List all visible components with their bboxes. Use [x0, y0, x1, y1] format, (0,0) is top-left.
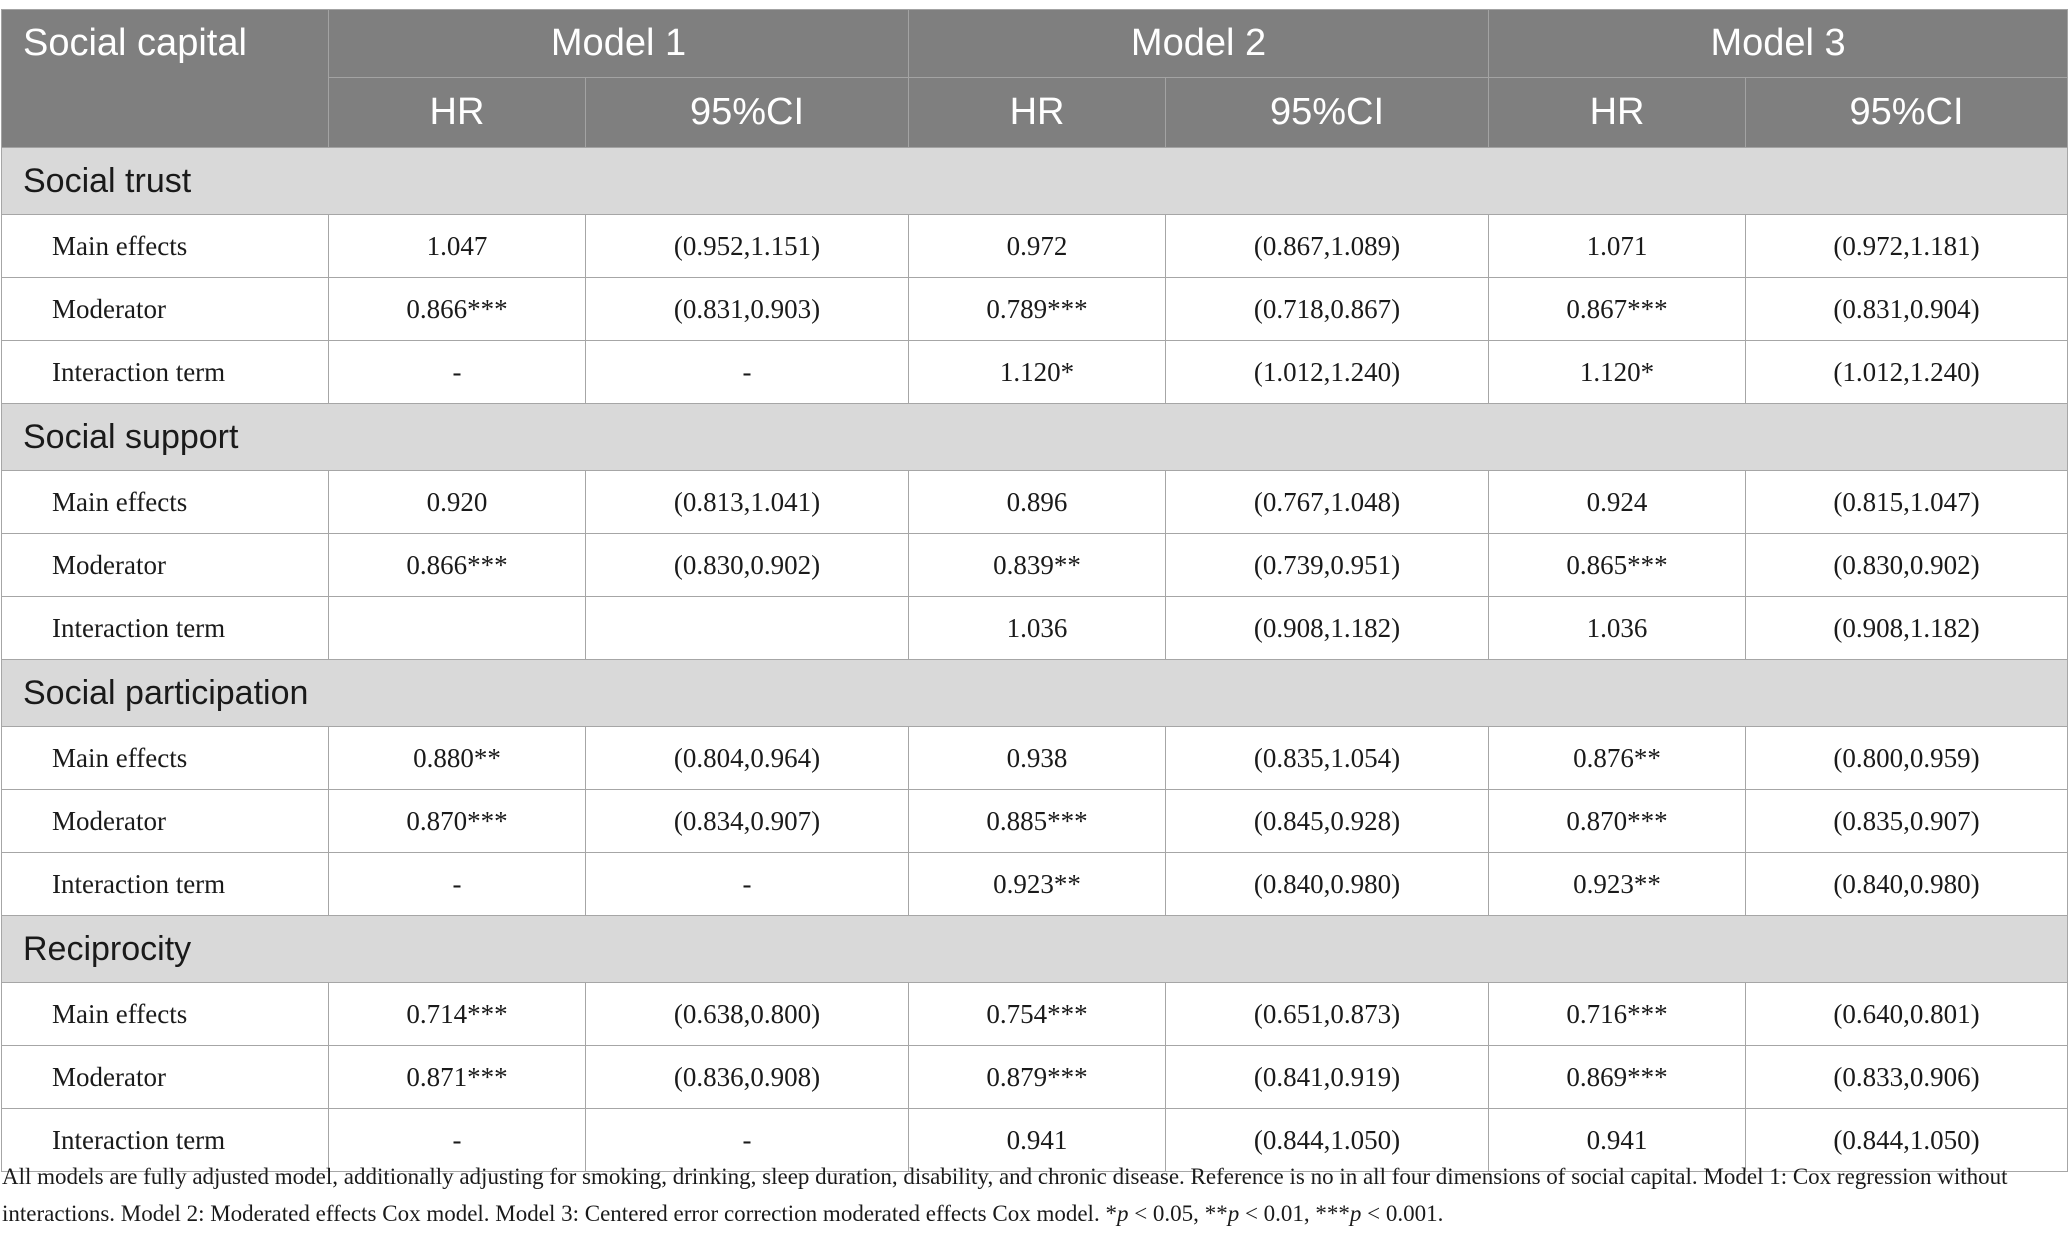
hr-model-1: - — [329, 1109, 586, 1172]
ci-model-3: (0.830,0.902) — [1746, 534, 2068, 597]
ci-model-1: (0.830,0.902) — [586, 534, 909, 597]
results-table — [1, 9, 2068, 1172]
ci-model-1: (0.834,0.907) — [586, 790, 909, 853]
header-hr-model-2: HR — [909, 78, 1166, 148]
section-row — [2, 148, 2068, 215]
row-label: Interaction term — [2, 341, 329, 404]
hr-model-1: 0.714*** — [329, 983, 586, 1046]
table-row — [2, 1046, 2068, 1109]
ci-model-2: (0.908,1.182) — [1166, 597, 1489, 660]
row-label: Main effects — [2, 727, 329, 790]
table-footnote — [2, 1158, 2064, 1232]
hr-model-1: 0.870*** — [329, 790, 586, 853]
ci-model-2: (0.840,0.980) — [1166, 853, 1489, 916]
significance-legend-item — [1205, 1201, 1310, 1226]
ci-model-1: (0.804,0.964) — [586, 727, 909, 790]
row-label: Interaction term — [2, 597, 329, 660]
table-row — [2, 278, 2068, 341]
section-row — [2, 404, 2068, 471]
ci-model-3: (0.835,0.907) — [1746, 790, 2068, 853]
hr-model-3: 1.120* — [1489, 341, 1746, 404]
row-label: Interaction term — [2, 853, 329, 916]
table-row — [2, 727, 2068, 790]
ci-model-1: (0.831,0.903) — [586, 278, 909, 341]
ci-model-2: (1.012,1.240) — [1166, 341, 1489, 404]
hr-model-2: 0.923** — [909, 853, 1166, 916]
hr-model-1: 0.871*** — [329, 1046, 586, 1109]
ci-model-2: (0.844,1.050) — [1166, 1109, 1489, 1172]
ci-model-3: (0.833,0.906) — [1746, 1046, 2068, 1109]
significance-legend-item — [1105, 1201, 1198, 1226]
ci-model-3: (0.831,0.904) — [1746, 278, 2068, 341]
ci-model-3: (1.012,1.240) — [1746, 341, 2068, 404]
row-label: Main effects — [2, 983, 329, 1046]
ci-model-2: (0.845,0.928) — [1166, 790, 1489, 853]
significance-threshold: < 0.001. — [1361, 1201, 1444, 1226]
hr-model-1: - — [329, 341, 586, 404]
significance-variable: p — [1227, 1201, 1240, 1226]
hr-model-1 — [329, 597, 586, 660]
ci-model-2: (0.835,1.054) — [1166, 727, 1489, 790]
hr-model-2: 0.839** — [909, 534, 1166, 597]
ci-model-2: (0.841,0.919) — [1166, 1046, 1489, 1109]
ci-model-1: - — [586, 341, 909, 404]
hr-model-2: 0.941 — [909, 1109, 1166, 1172]
hr-model-2: 0.789*** — [909, 278, 1166, 341]
ci-model-2: (0.867,1.089) — [1166, 215, 1489, 278]
ci-model-3: (0.800,0.959) — [1746, 727, 2068, 790]
hr-model-3: 0.865*** — [1489, 534, 1746, 597]
hr-model-2: 1.120* — [909, 341, 1166, 404]
ci-model-3: (0.840,0.980) — [1746, 853, 2068, 916]
section-row — [2, 660, 2068, 727]
hr-model-3: 0.923** — [1489, 853, 1746, 916]
header-ci-model-2: 95%CI — [1166, 78, 1489, 148]
significance-stars: *** — [1315, 1201, 1350, 1226]
row-label: Moderator — [2, 278, 329, 341]
ci-model-1: (0.813,1.041) — [586, 471, 909, 534]
footnote-text: All models are fully adjusted model, additionally adjusting for smoking, drinking, sleep duration, disability, and chronic disease. Reference is no in all four dimensions of social capital. Model 1: Cox regression without interactions. Model 2: Moderated effects Cox model. Model 3: Centered error correction moderated effects Cox model. — [2, 1164, 2008, 1226]
row-label: Moderator — [2, 1046, 329, 1109]
table-row — [2, 983, 2068, 1046]
hr-model-3: 0.876** — [1489, 727, 1746, 790]
header-model-3: Model 3 — [1489, 10, 2068, 78]
header-ci-model-1: 95%CI — [586, 78, 909, 148]
hr-model-3: 1.036 — [1489, 597, 1746, 660]
ci-model-1: (0.638,0.800) — [586, 983, 909, 1046]
hr-model-3: 1.071 — [1489, 215, 1746, 278]
table-row — [2, 341, 2068, 404]
ci-model-3: (0.815,1.047) — [1746, 471, 2068, 534]
ci-model-2: (0.651,0.873) — [1166, 983, 1489, 1046]
significance-threshold: < 0.05, — [1128, 1201, 1199, 1226]
row-label: Moderator — [2, 790, 329, 853]
ci-model-3: (0.844,1.050) — [1746, 1109, 2068, 1172]
ci-model-1: - — [586, 853, 909, 916]
ci-model-1 — [586, 597, 909, 660]
hr-model-3: 0.867*** — [1489, 278, 1746, 341]
hr-model-2: 1.036 — [909, 597, 1166, 660]
header-social-capital: Social capital — [2, 10, 329, 148]
table-row — [2, 790, 2068, 853]
hr-model-1: 1.047 — [329, 215, 586, 278]
header-model-2: Model 2 — [909, 10, 1489, 78]
significance-variable: p — [1349, 1201, 1362, 1226]
section-title-reciprocity: Reciprocity — [2, 916, 2068, 983]
section-title-social-support: Social support — [2, 404, 2068, 471]
hr-model-3: 0.941 — [1489, 1109, 1746, 1172]
ci-model-2: (0.739,0.951) — [1166, 534, 1489, 597]
hr-model-3: 0.870*** — [1489, 790, 1746, 853]
table-row — [2, 471, 2068, 534]
table-row — [2, 215, 2068, 278]
ci-model-3: (0.972,1.181) — [1746, 215, 2068, 278]
table-row — [2, 534, 2068, 597]
header-row-models — [2, 10, 2068, 78]
significance-legend-item — [1315, 1201, 1443, 1226]
significance-stars: * — [1105, 1201, 1117, 1226]
section-row — [2, 916, 2068, 983]
hr-model-2: 0.938 — [909, 727, 1166, 790]
row-label: Interaction term — [2, 1109, 329, 1172]
ci-model-3: (0.640,0.801) — [1746, 983, 2068, 1046]
hr-model-1: 0.920 — [329, 471, 586, 534]
row-label: Main effects — [2, 215, 329, 278]
header-hr-model-3: HR — [1489, 78, 1746, 148]
hr-model-1: 0.866*** — [329, 278, 586, 341]
significance-variable: p — [1116, 1201, 1129, 1226]
ci-model-1: (0.952,1.151) — [586, 215, 909, 278]
hr-model-2: 0.754*** — [909, 983, 1166, 1046]
row-label: Moderator — [2, 534, 329, 597]
section-title-social-participation: Social participation — [2, 660, 2068, 727]
table-header — [2, 10, 2068, 148]
ci-model-1: - — [586, 1109, 909, 1172]
hr-model-2: 0.896 — [909, 471, 1166, 534]
ci-model-3: (0.908,1.182) — [1746, 597, 2068, 660]
hr-model-1: 0.866*** — [329, 534, 586, 597]
hr-model-3: 0.716*** — [1489, 983, 1746, 1046]
table-body — [2, 148, 2068, 1172]
hr-model-3: 0.924 — [1489, 471, 1746, 534]
row-label: Main effects — [2, 471, 329, 534]
hr-model-2: 0.972 — [909, 215, 1166, 278]
significance-threshold: < 0.01, — [1239, 1201, 1310, 1226]
hr-model-3: 0.869*** — [1489, 1046, 1746, 1109]
hr-model-2: 0.879*** — [909, 1046, 1166, 1109]
ci-model-2: (0.718,0.867) — [1166, 278, 1489, 341]
table-row — [2, 597, 2068, 660]
header-hr-model-1: HR — [329, 78, 586, 148]
hr-model-1: 0.880** — [329, 727, 586, 790]
ci-model-2: (0.767,1.048) — [1166, 471, 1489, 534]
header-ci-model-3: 95%CI — [1746, 78, 2068, 148]
table-row — [2, 853, 2068, 916]
significance-stars: ** — [1204, 1201, 1228, 1226]
section-title-social-trust: Social trust — [2, 148, 2068, 215]
ci-model-1: (0.836,0.908) — [586, 1046, 909, 1109]
header-model-1: Model 1 — [329, 10, 909, 78]
hr-model-2: 0.885*** — [909, 790, 1166, 853]
hr-model-1: - — [329, 853, 586, 916]
